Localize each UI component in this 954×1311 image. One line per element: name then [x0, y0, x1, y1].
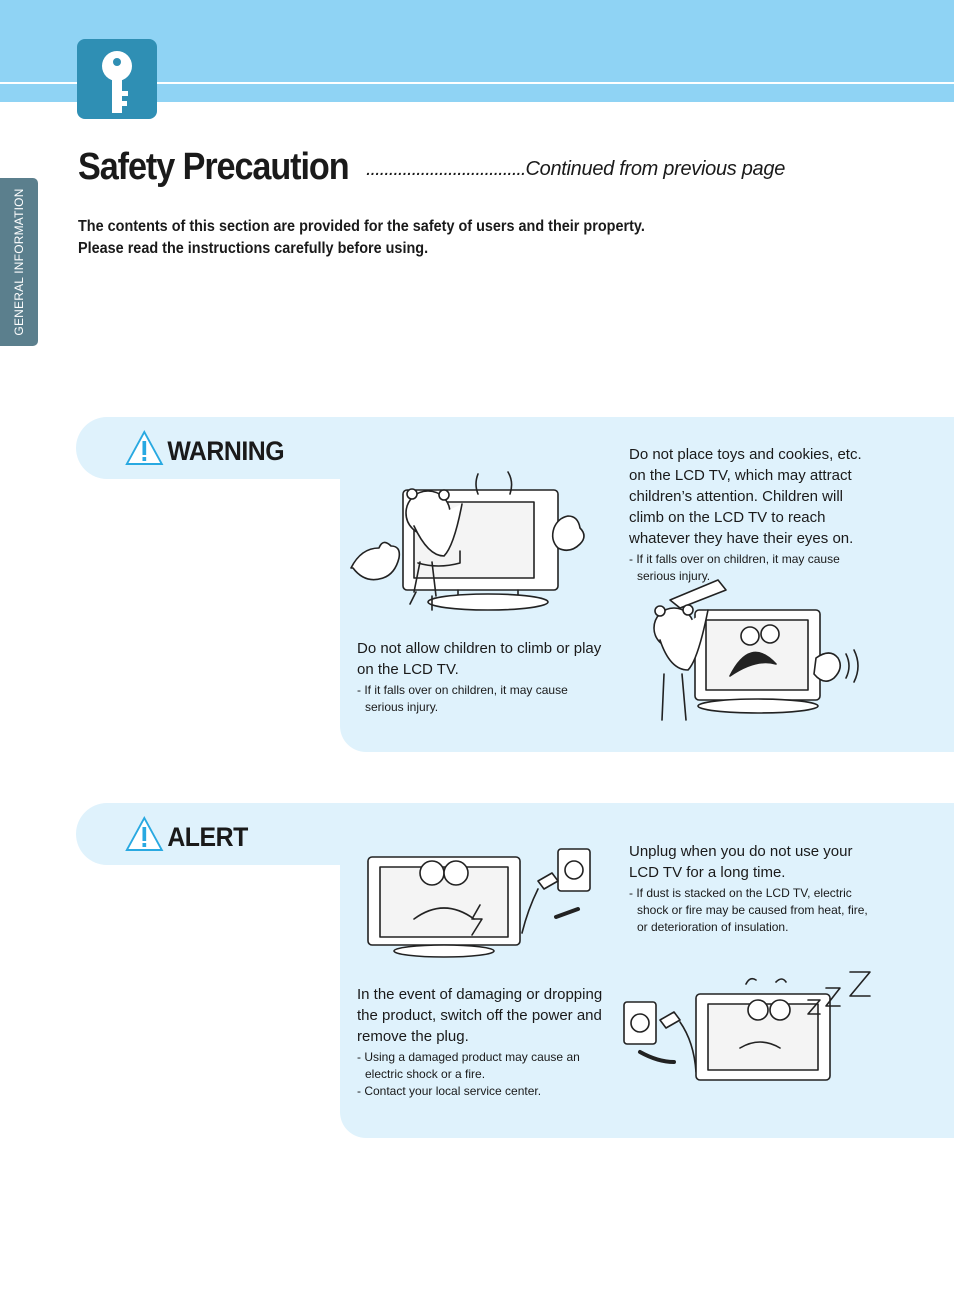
item-notes [357, 682, 607, 716]
side-tab-label: GENERAL INFORMATION [12, 188, 26, 336]
continued-note [366, 158, 785, 181]
warning-item-children-climb [357, 638, 607, 716]
intro-text [78, 216, 645, 260]
sleeping-tv-unplugged-illustration [620, 968, 880, 1088]
page-title: Safety Precaution [78, 146, 349, 188]
item-note: - Using a damaged product may cause an electric shock or a fire. [357, 1050, 580, 1081]
continued-text: Continued from previous page [525, 158, 786, 180]
alert-triangle-icon [125, 816, 164, 852]
item-note: - Contact your local service center. [357, 1084, 542, 1098]
key-icon [77, 39, 157, 119]
item-heading: Unplug when you do not use your LCD TV for a long time. [629, 843, 853, 881]
item-heading: In the event of damaging or dropping the product, switch off the power and remove the plug. [357, 986, 603, 1045]
item-note: - If dust is stacked on the LCD TV, electric shock or fire may be caused from heat, fire, or deterioration of insulation. [629, 886, 868, 934]
damaged-tv-plug-illustration [362, 835, 602, 965]
side-section-tab[interactable] [0, 178, 38, 346]
item-heading: Do not allow children to climb or play on the LCD TV. [357, 640, 602, 678]
warning-label: WARNING [167, 436, 285, 466]
intro-line-2: Please read the instructions carefully before using. [78, 240, 429, 257]
item-heading: Do not place toys and cookies, etc. on the LCD TV, which may attract children’s attention. Children will climb on the LCD TV to reach whatever they have their eyes on. [629, 446, 862, 547]
warning-item-toys-cookies [629, 444, 873, 585]
alert-item-damaged-product [357, 984, 607, 1100]
dot-leader: ................................... [366, 158, 526, 180]
key-icon-box [77, 39, 157, 119]
item-notes [629, 885, 873, 936]
item-note: - If it falls over on children, it may cause serious injury. [629, 552, 840, 583]
warning-heading [125, 430, 284, 467]
item-notes [357, 1049, 607, 1100]
intro-line-1: The contents of this section are provided for the safety of users and their property. [78, 218, 645, 235]
child-reaching-toy-illustration [640, 578, 880, 738]
warning-triangle-icon [125, 430, 164, 466]
item-note: - If it falls over on children, it may cause serious injury. [357, 683, 568, 714]
alert-label: ALERT [167, 822, 248, 852]
alert-heading [125, 816, 248, 853]
child-climbing-tv-illustration [348, 468, 598, 623]
alert-item-unplug [629, 841, 873, 936]
